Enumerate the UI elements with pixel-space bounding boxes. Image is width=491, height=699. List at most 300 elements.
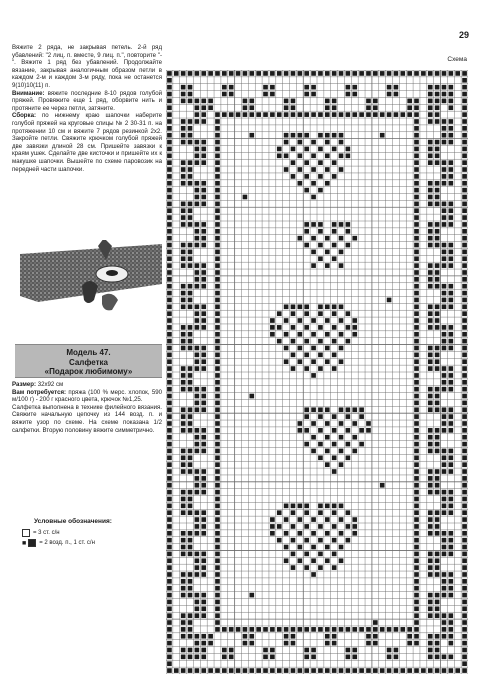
filled-cell: [270, 668, 275, 673]
filled-cell: [201, 552, 206, 557]
filled-cell: [181, 339, 186, 344]
filled-cell: [311, 332, 316, 337]
filled-cell: [298, 140, 303, 145]
filled-cell: [442, 462, 447, 467]
filled-cell: [195, 531, 200, 536]
filled-cell: [256, 71, 261, 76]
filled-cell: [167, 517, 172, 522]
filled-cell: [414, 359, 419, 364]
filled-cell: [215, 414, 220, 419]
filled-cell: [449, 620, 454, 625]
filled-cell: [298, 112, 303, 117]
filled-cell: [188, 545, 193, 550]
filled-cell: [215, 202, 220, 207]
filled-cell: [462, 586, 467, 591]
filled-cell: [414, 304, 419, 309]
filled-cell: [167, 92, 172, 97]
filled-cell: [195, 71, 200, 76]
filled-cell: [181, 243, 186, 248]
filled-cell: [201, 593, 206, 598]
filled-cell: [346, 229, 351, 234]
filled-cell: [449, 222, 454, 227]
filled-cell: [428, 394, 433, 399]
filled-cell: [195, 442, 200, 447]
filled-cell: [462, 435, 467, 440]
filled-cell: [428, 153, 433, 158]
filled-cell: [407, 668, 412, 673]
filled-cell: [304, 366, 309, 371]
filled-cell: [304, 524, 309, 529]
filled-cell: [442, 504, 447, 509]
filled-cell: [442, 613, 447, 618]
filled-cell: [462, 517, 467, 522]
filled-cell: [167, 449, 172, 454]
instructions-intro: Вяжите 2 ряда, не закрывая петель. 2-й ряд убавлений: "2 лиц. п. вместе, 9 лиц. п.", повторите "-". Вяжите 1 ряд без убавлений. Продолжайте вязание, закрывая аналогичным образом петли в каждом 2-м и каждом 3-м ряду, пока не останется 9(10)10(11) п.: [12, 44, 162, 89]
filled-cell: [304, 627, 309, 632]
filled-cell: [414, 339, 419, 344]
filled-cell: [208, 99, 213, 104]
filled-cell: [462, 648, 467, 653]
filled-cell: [188, 380, 193, 385]
filled-cell: [181, 140, 186, 145]
filled-cell: [462, 483, 467, 488]
filled-cell: [407, 71, 412, 76]
filled-cell: [304, 304, 309, 309]
filled-cell: [188, 332, 193, 337]
filled-cell: [449, 634, 454, 639]
filled-cell: [449, 655, 454, 660]
filled-cell: [414, 497, 419, 502]
filled-cell: [325, 181, 330, 186]
filled-cell: [332, 469, 337, 474]
filled-cell: [325, 558, 330, 563]
filled-cell: [346, 455, 351, 460]
filled-cell: [304, 174, 309, 179]
filled-cell: [462, 311, 467, 316]
filled-cell: [291, 627, 296, 632]
filled-cell: [188, 538, 193, 543]
filled-cell: [449, 387, 454, 392]
filled-cell: [167, 222, 172, 227]
filled-cell: [346, 85, 351, 90]
filled-cell: [167, 394, 172, 399]
filled-cell: [449, 208, 454, 213]
instructions-attention: Внимание: вяжите последние 8-10 рядов голубой пряжей. Провяжите еще 1 ряд, оборвите нить и протяните ее через петли, затяните.: [12, 89, 163, 112]
filled-cell: [167, 414, 172, 419]
model-title: Модель 47.: [66, 348, 111, 357]
filled-cell: [449, 174, 454, 179]
filled-cell: [263, 668, 268, 673]
filled-cell: [435, 346, 440, 351]
filled-cell: [188, 181, 193, 186]
filled-cell: [414, 105, 419, 110]
filled-cell: [352, 627, 357, 632]
filled-cell: [435, 85, 440, 90]
filled-cell: [188, 304, 193, 309]
filled-cell: [201, 442, 206, 447]
filled-cell: [318, 174, 323, 179]
model-header: [15, 344, 162, 378]
filled-cell: [215, 428, 220, 433]
filled-cell: [414, 442, 419, 447]
filled-cell: [435, 105, 440, 110]
filled-cell: [201, 613, 206, 618]
filled-cell: [318, 188, 323, 193]
filled-cell: [243, 627, 248, 632]
filled-cell: [201, 277, 206, 282]
filled-cell: [311, 167, 316, 172]
filled-cell: [195, 387, 200, 392]
filled-cell: [462, 291, 467, 296]
filled-cell: [215, 538, 220, 543]
filled-cell: [167, 359, 172, 364]
filled-cell: [263, 92, 268, 97]
filled-cell: [352, 318, 357, 323]
filled-cell: [462, 524, 467, 529]
filled-cell: [167, 462, 172, 467]
filled-cell: [188, 92, 193, 97]
filled-cell: [215, 497, 220, 502]
filled-cell: [167, 174, 172, 179]
filled-cell: [195, 160, 200, 165]
filled-cell: [462, 620, 467, 625]
filled-cell: [291, 160, 296, 165]
filled-cell: [195, 565, 200, 570]
filled-cell: [304, 229, 309, 234]
filled-cell: [201, 401, 206, 406]
filled-cell: [222, 112, 227, 117]
filled-cell: [167, 668, 172, 673]
filled-cell: [188, 407, 193, 412]
filled-cell: [428, 353, 433, 358]
filled-cell: [428, 277, 433, 282]
filled-cell: [201, 147, 206, 152]
filled-cell: [366, 71, 371, 76]
filled-cell: [435, 600, 440, 605]
filled-cell: [414, 531, 419, 536]
filled-cell: [304, 353, 309, 358]
filled-cell: [325, 304, 330, 309]
filled-cell: [428, 490, 433, 495]
filled-cell: [462, 270, 467, 275]
filled-cell: [311, 531, 316, 536]
filled-cell: [167, 284, 172, 289]
filled-cell: [449, 202, 454, 207]
filled-cell: [304, 339, 309, 344]
filled-cell: [188, 133, 193, 138]
filled-cell: [428, 476, 433, 481]
filled-cell: [325, 153, 330, 158]
filled-cell: [195, 428, 200, 433]
filled-cell: [318, 504, 323, 509]
filled-cell: [291, 668, 296, 673]
filled-cell: [414, 153, 419, 158]
filled-cell: [167, 641, 172, 646]
filled-cell: [435, 311, 440, 316]
filled-cell: [167, 346, 172, 351]
filled-cell: [414, 160, 419, 165]
filled-cell: [167, 620, 172, 625]
filled-cell: [435, 243, 440, 248]
filled-cell: [387, 627, 392, 632]
filled-cell: [435, 99, 440, 104]
filled-cell: [215, 174, 220, 179]
filled-cell: [325, 263, 330, 268]
filled-cell: [201, 572, 206, 577]
filled-cell: [414, 620, 419, 625]
filled-cell: [428, 140, 433, 145]
filled-cell: [366, 428, 371, 433]
filled-cell: [311, 236, 316, 241]
filled-cell: [167, 469, 172, 474]
filled-cell: [449, 593, 454, 598]
filled-cell: [298, 504, 303, 509]
filled-cell: [188, 99, 193, 104]
filled-cell: [462, 476, 467, 481]
filled-cell: [428, 112, 433, 117]
filled-cell: [442, 222, 447, 227]
filled-cell: [442, 510, 447, 515]
filled-cell: [181, 291, 186, 296]
filled-cell: [311, 181, 316, 186]
filled-cell: [167, 655, 172, 660]
filled-cell: [352, 517, 357, 522]
filled-cell: [167, 311, 172, 316]
filled-cell: [435, 188, 440, 193]
filled-cell: [352, 524, 357, 529]
filled-cell: [414, 71, 419, 76]
filled-cell: [442, 407, 447, 412]
filled-cell: [181, 119, 186, 124]
filled-cell: [462, 160, 467, 165]
filled-cell: [428, 606, 433, 611]
filled-cell: [188, 243, 193, 248]
filled-cell: [249, 133, 254, 138]
filled-cell: [414, 524, 419, 529]
filled-cell: [332, 504, 337, 509]
filled-cell: [195, 304, 200, 309]
filled-cell: [304, 565, 309, 570]
filled-cell: [428, 92, 433, 97]
filled-cell: [435, 284, 440, 289]
filled-cell: [428, 558, 433, 563]
filled-cell: [462, 215, 467, 220]
filled-cell: [325, 462, 330, 467]
filled-cell: [270, 648, 275, 653]
filled-cell: [188, 497, 193, 502]
filled-cell: [181, 531, 186, 536]
filled-cell: [284, 112, 289, 117]
filled-cell: [215, 215, 220, 220]
filled-cell: [167, 586, 172, 591]
filled-cell: [188, 202, 193, 207]
filled-cell: [167, 304, 172, 309]
filled-cell: [352, 332, 357, 337]
filled-cell: [318, 243, 323, 248]
filled-cell: [428, 531, 433, 536]
filled-cell: [291, 311, 296, 316]
filled-cell: [201, 311, 206, 316]
filled-cell: [332, 160, 337, 165]
filled-cell: [339, 153, 344, 158]
filled-cell: [346, 71, 351, 76]
filled-cell: [462, 188, 467, 193]
filled-cell: [181, 85, 186, 90]
filled-cell: [270, 531, 275, 536]
filled-cell: [449, 449, 454, 454]
filled-cell: [167, 153, 172, 158]
filled-cell: [298, 421, 303, 426]
filled-cell: [414, 284, 419, 289]
filled-cell: [188, 613, 193, 618]
filled-cell: [167, 236, 172, 241]
filled-cell: [339, 346, 344, 351]
filled-cell: [435, 648, 440, 653]
filled-cell: [414, 99, 419, 104]
filled-cell: [449, 181, 454, 186]
filled-cell: [284, 634, 289, 639]
filled-cell: [311, 222, 316, 227]
filled-cell: [435, 655, 440, 660]
filled-cell: [339, 462, 344, 467]
filled-cell: [428, 435, 433, 440]
filled-cell: [195, 277, 200, 282]
filled-cell: [167, 531, 172, 536]
filled-cell: [181, 572, 186, 577]
filled-cell: [195, 263, 200, 268]
filled-cell: [181, 421, 186, 426]
filled-cell: [201, 243, 206, 248]
filled-cell: [462, 634, 467, 639]
filled-cell: [277, 627, 282, 632]
filled-cell: [215, 524, 220, 529]
filled-cell: [201, 236, 206, 241]
filled-cell: [201, 112, 206, 117]
filled-cell: [222, 92, 227, 97]
filled-cell: [215, 346, 220, 351]
filled-cell: [277, 668, 282, 673]
filled-cell: [435, 428, 440, 433]
filled-cell: [201, 394, 206, 399]
filled-cell: [298, 304, 303, 309]
filled-cell: [414, 421, 419, 426]
filled-cell: [195, 318, 200, 323]
filled-cell: [311, 407, 316, 412]
filled-cell: [428, 648, 433, 653]
filled-cell: [181, 490, 186, 495]
filled-cell: [249, 105, 254, 110]
filled-cell: [195, 552, 200, 557]
filled-cell: [201, 655, 206, 660]
filled-cell: [256, 627, 261, 632]
filled-cell: [325, 318, 330, 323]
filled-cell: [414, 291, 419, 296]
filled-cell: [442, 455, 447, 460]
filled-cell: [201, 304, 206, 309]
filled-cell: [428, 655, 433, 660]
filled-cell: [284, 304, 289, 309]
filled-cell: [201, 490, 206, 495]
filled-cell: [339, 627, 344, 632]
filled-cell: [449, 627, 454, 632]
filled-cell: [332, 552, 337, 557]
filled-cell: [181, 167, 186, 172]
filled-cell: [407, 112, 412, 117]
filled-cell: [380, 133, 385, 138]
filled-cell: [215, 359, 220, 364]
filled-cell: [373, 71, 378, 76]
filled-cell: [442, 634, 447, 639]
filled-cell: [442, 579, 447, 584]
filled-cell: [215, 373, 220, 378]
filled-cell: [462, 606, 467, 611]
filled-cell: [270, 524, 275, 529]
filled-cell: [181, 263, 186, 268]
filled-cell: [428, 359, 433, 364]
filled-cell: [435, 318, 440, 323]
filled-cell: [215, 510, 220, 515]
filled-cell: [414, 243, 419, 248]
filled-cell: [215, 325, 220, 330]
filled-cell: [414, 380, 419, 385]
filled-cell: [298, 517, 303, 522]
filled-cell: [181, 627, 186, 632]
filled-cell: [215, 435, 220, 440]
filled-cell: [229, 85, 234, 90]
filled-cell: [304, 442, 309, 447]
filled-cell: [449, 105, 454, 110]
filled-cell: [188, 579, 193, 584]
filled-cell: [428, 600, 433, 605]
filled-cell: [462, 407, 467, 412]
filled-cell: [359, 668, 364, 673]
filled-cell: [201, 483, 206, 488]
filled-cell: [462, 167, 467, 172]
filled-cell: [414, 613, 419, 618]
filled-cell: [428, 552, 433, 557]
filled-cell: [195, 517, 200, 522]
filled-cell: [188, 655, 193, 660]
filled-cell: [195, 284, 200, 289]
filled-cell: [346, 243, 351, 248]
filled-cell: [318, 222, 323, 227]
filled-cell: [339, 250, 344, 255]
filled-cell: [215, 469, 220, 474]
filled-cell: [332, 311, 337, 316]
filled-cell: [449, 407, 454, 412]
filled-cell: [167, 140, 172, 145]
filled-cell: [339, 167, 344, 172]
filled-cell: [311, 558, 316, 563]
filled-cell: [462, 236, 467, 241]
filled-cell: [325, 167, 330, 172]
instructions-assembly: Сборка: по нижнему краю шапочки наберите голубой пряжей на круговые спицы № 2 30-31 п. на протяжении 10 см и вяжите 7 рядов резинкой 2x2. Закройте петли. Свяжите крючком голубой пряжей две завязки длиной 28 см. Пришейте завязки к краям ушек. Сделайте две кисточки и пришейте их к макушке шапочки. Вышейте по схеме паровозик на передней части шапочки.: [12, 112, 162, 173]
filled-cell: [215, 483, 220, 488]
filled-cell: [284, 140, 289, 145]
filled-cell: [291, 339, 296, 344]
filled-cell: [414, 256, 419, 261]
filled-cell: [449, 531, 454, 536]
filled-cell: [181, 215, 186, 220]
filled-cell: [449, 579, 454, 584]
instructions-block: [12, 44, 162, 173]
filled-cell: [188, 298, 193, 303]
filled-cell: [449, 133, 454, 138]
filled-cell: [215, 284, 220, 289]
filled-cell: [359, 407, 364, 412]
filled-cell: [346, 428, 351, 433]
filled-cell: [277, 112, 282, 117]
